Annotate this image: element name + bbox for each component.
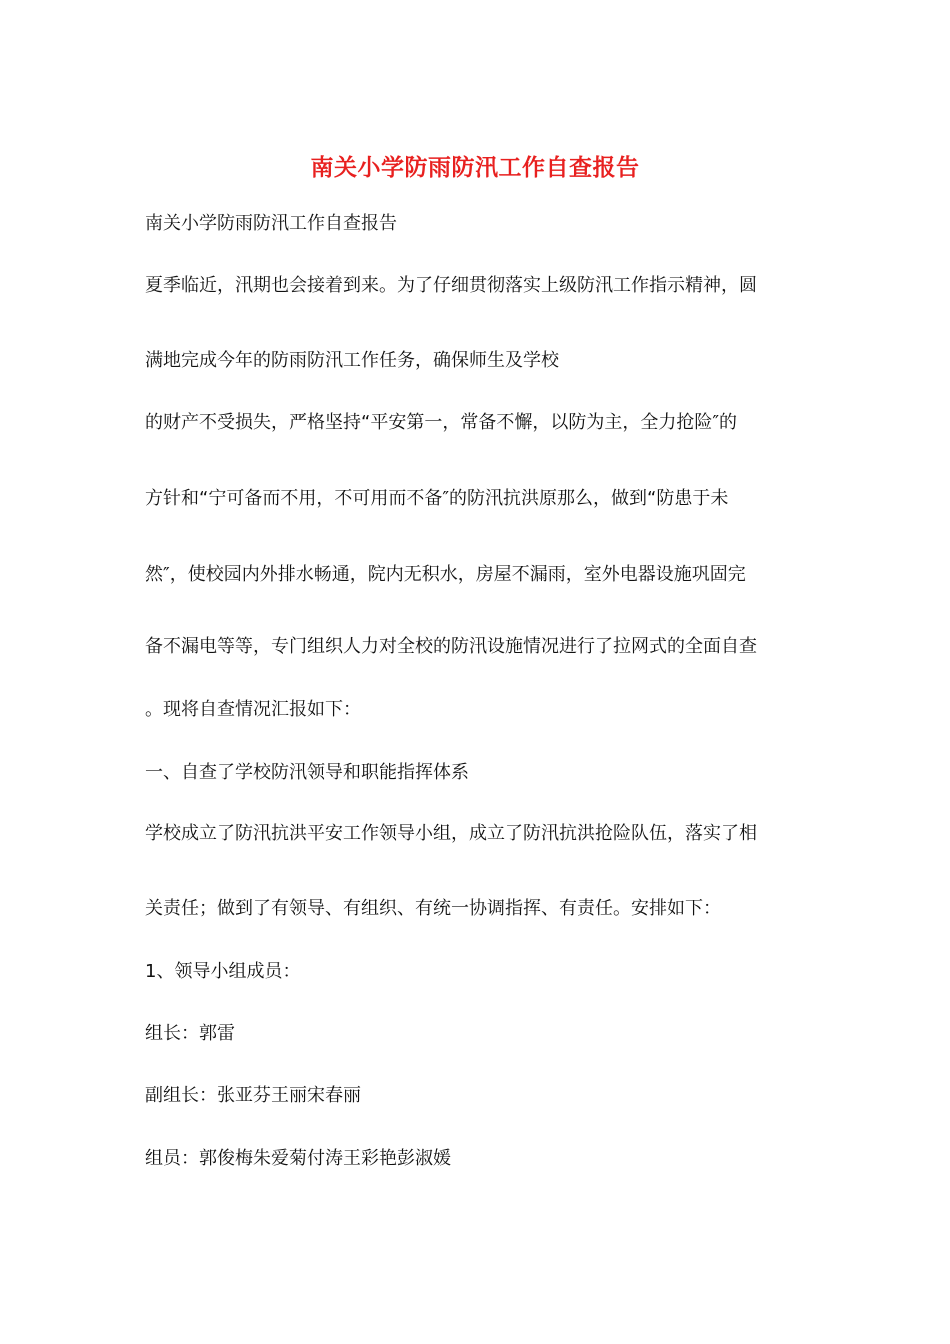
text-line: 夏季临近，汛期也会接着到来。为了仔细贯彻落实上级防汛工作指示精神，圆 xyxy=(145,275,757,296)
group-leader: 组长：郭雷 xyxy=(145,1023,235,1044)
text-line: 学校成立了防汛抗洪平安工作领导小组，成立了防汛抗洪抢险队伍，落实了相 xyxy=(145,823,757,844)
text-line: 然″，使校园内外排水畅通，院内无积水，房屋不漏雨，室外电器设施巩固完 xyxy=(145,564,746,585)
deputy-leaders: 副组长：张亚芬王丽宋春丽 xyxy=(145,1085,361,1106)
text-line: 南关小学防雨防汛工作自查报告 xyxy=(145,213,397,234)
list-heading: 1、领导小组成员： xyxy=(145,961,301,982)
document-title: 南关小学防雨防汛工作自查报告 xyxy=(310,154,640,181)
text-line: 的财产不受损失，严格坚持“平安第一，常备不懈，以防为主，全力抢险″的 xyxy=(145,412,738,433)
text-line: 备不漏电等等，专门组织人力对全校的防汛设施情况进行了拉网式的全面自查 xyxy=(145,636,757,657)
group-members: 组员：郭俊梅朱爱菊付涛王彩艳彭淑媛 xyxy=(145,1148,451,1169)
text-line: 满地完成今年的防雨防汛工作任务，确保师生及学校 xyxy=(145,350,559,371)
section-heading: 一、自查了学校防汛领导和职能指挥体系 xyxy=(145,762,469,783)
text-line: 方针和“宁可备而不用，不可用而不备″的防汛抗洪原那么，做到“防患于未 xyxy=(145,488,729,509)
text-line: 。现将自查情况汇报如下： xyxy=(145,699,361,720)
text-line: 关责任；做到了有领导、有组织、有统一协调指挥、有责任。安排如下： xyxy=(145,898,721,919)
